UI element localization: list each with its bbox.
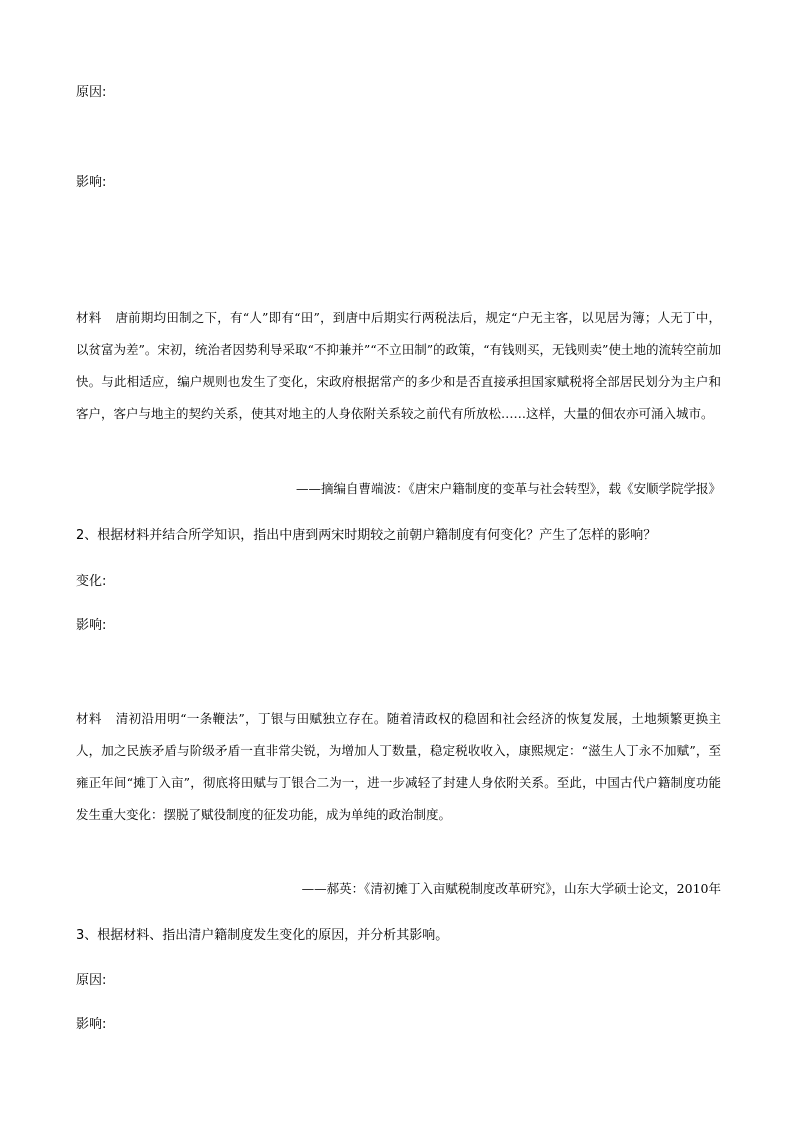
material-2-text: 清初沿用明“一条鞭法”，丁银与田赋独立存在。随着清政权的稳固和社会经济的恢复发展，土地频繁更换主人，加之民族矛盾与阶级矛盾一直非常尖锐，为增加人丁数量，稳定税收收入，康熙规定：“滋生人丁永不加赋”，至雍正年间“摊丁入亩”，彻底将田赋与丁银合二为一，进一步减轻了封建人身依附关系。至此，中国古代户籍制度功能发生重大变化：摆脱了赋役制度的征发功能，成为单纯的政治制度。	[76, 711, 721, 822]
question-2: 2、根据材料并结合所学知识，指出中唐到两宋时期较之前朝户籍制度有何变化？产生了怎样的影响？	[76, 528, 657, 543]
material-2-paragraph	[76, 703, 721, 831]
reason-label-q3: 原因:	[76, 973, 107, 988]
material-1-text: 唐前期均田制之下，有“人”即有“田”，到唐中后期实行两税法后，规定“户无主客，以见居为簿；人无丁中，以贫富为差”。宋初，统治者因势利导采取“不抑兼并”“不立田制”的政策，“有钱则买，无钱则卖”使土地的流转空前加快。与此相适应，编户规则也发生了变化，宋政府根据常产的多少和是否直接承担国家赋税将全部居民划分为主户和客户，客户与地主的契约关系，使其对地主的人身依附关系较之前代有所放松……这样，大量的佃农亦可涌入城市。	[76, 310, 721, 421]
material-1-paragraph	[76, 302, 721, 430]
impact-label-top: 影响:	[76, 175, 107, 190]
reason-label-top: 原因:	[76, 85, 107, 100]
change-label-q2: 变化:	[76, 574, 107, 589]
question-3: 3、根据材料、指出清户籍制度发生变化的原因，并分析其影响。	[76, 928, 449, 943]
impact-label-q2: 影响:	[76, 618, 107, 633]
material-1-tag: 材料	[76, 310, 102, 325]
material-2-tag: 材料	[76, 711, 102, 726]
material-1-source: ——摘编自曹端波：《唐宋户籍制度的变革与社会转型》，载《安顺学院学报》	[295, 481, 721, 496]
impact-label-q3: 影响:	[76, 1017, 107, 1032]
material-2-source: ——郝英：《清初摊丁入亩赋税制度改革研究》，山东大学硕士论文，2010年	[301, 881, 721, 896]
